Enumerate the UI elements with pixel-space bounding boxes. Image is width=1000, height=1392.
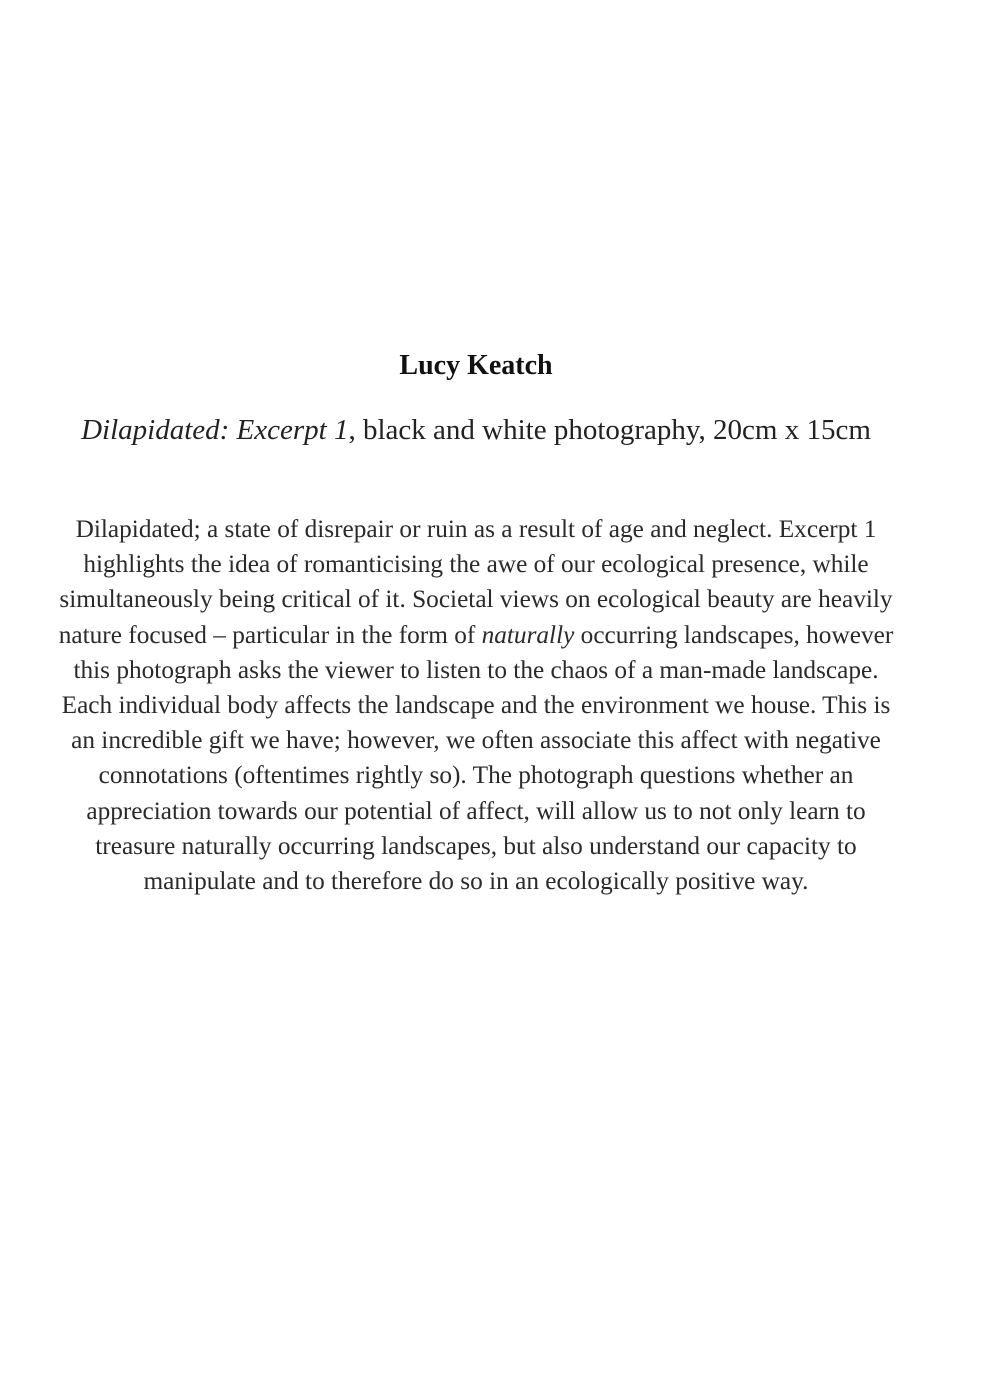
description-emphasis: naturally: [481, 620, 575, 649]
artwork-description: [52, 512, 900, 899]
artwork-details: , black and white photography, 20cm x 15cm: [348, 414, 871, 446]
author-name: Lucy Keatch: [399, 350, 553, 381]
description-part-2: occurring landscapes, however this photograph asks the viewer to listen to the chaos of a man-made landscape. Each individual body affects the landscape and the environment we house. This is an incredible gift we have; however, we often associate this affect with negative connotations (oftentimes rightly so). The photograph questions whether an appreciation towards our potential of affect, will allow us to not only learn to treasure naturally occurring landscapes, but also understand our capacity to manipulate and to therefore do so in an ecologically positive way.: [61, 620, 894, 896]
description-part-1: Dilapidated; a state of disrepair or ruin as a result of age and neglect. Excerpt 1 highlights the idea of romanticising the awe of our ecological presence, while simultaneously being critical of it. Societal views on ecological beauty are heavily nature focused – particular in the form of: [58, 515, 893, 649]
artwork-caption: [80, 412, 872, 449]
artwork-title: Dilapidated: Excerpt 1: [81, 414, 349, 446]
